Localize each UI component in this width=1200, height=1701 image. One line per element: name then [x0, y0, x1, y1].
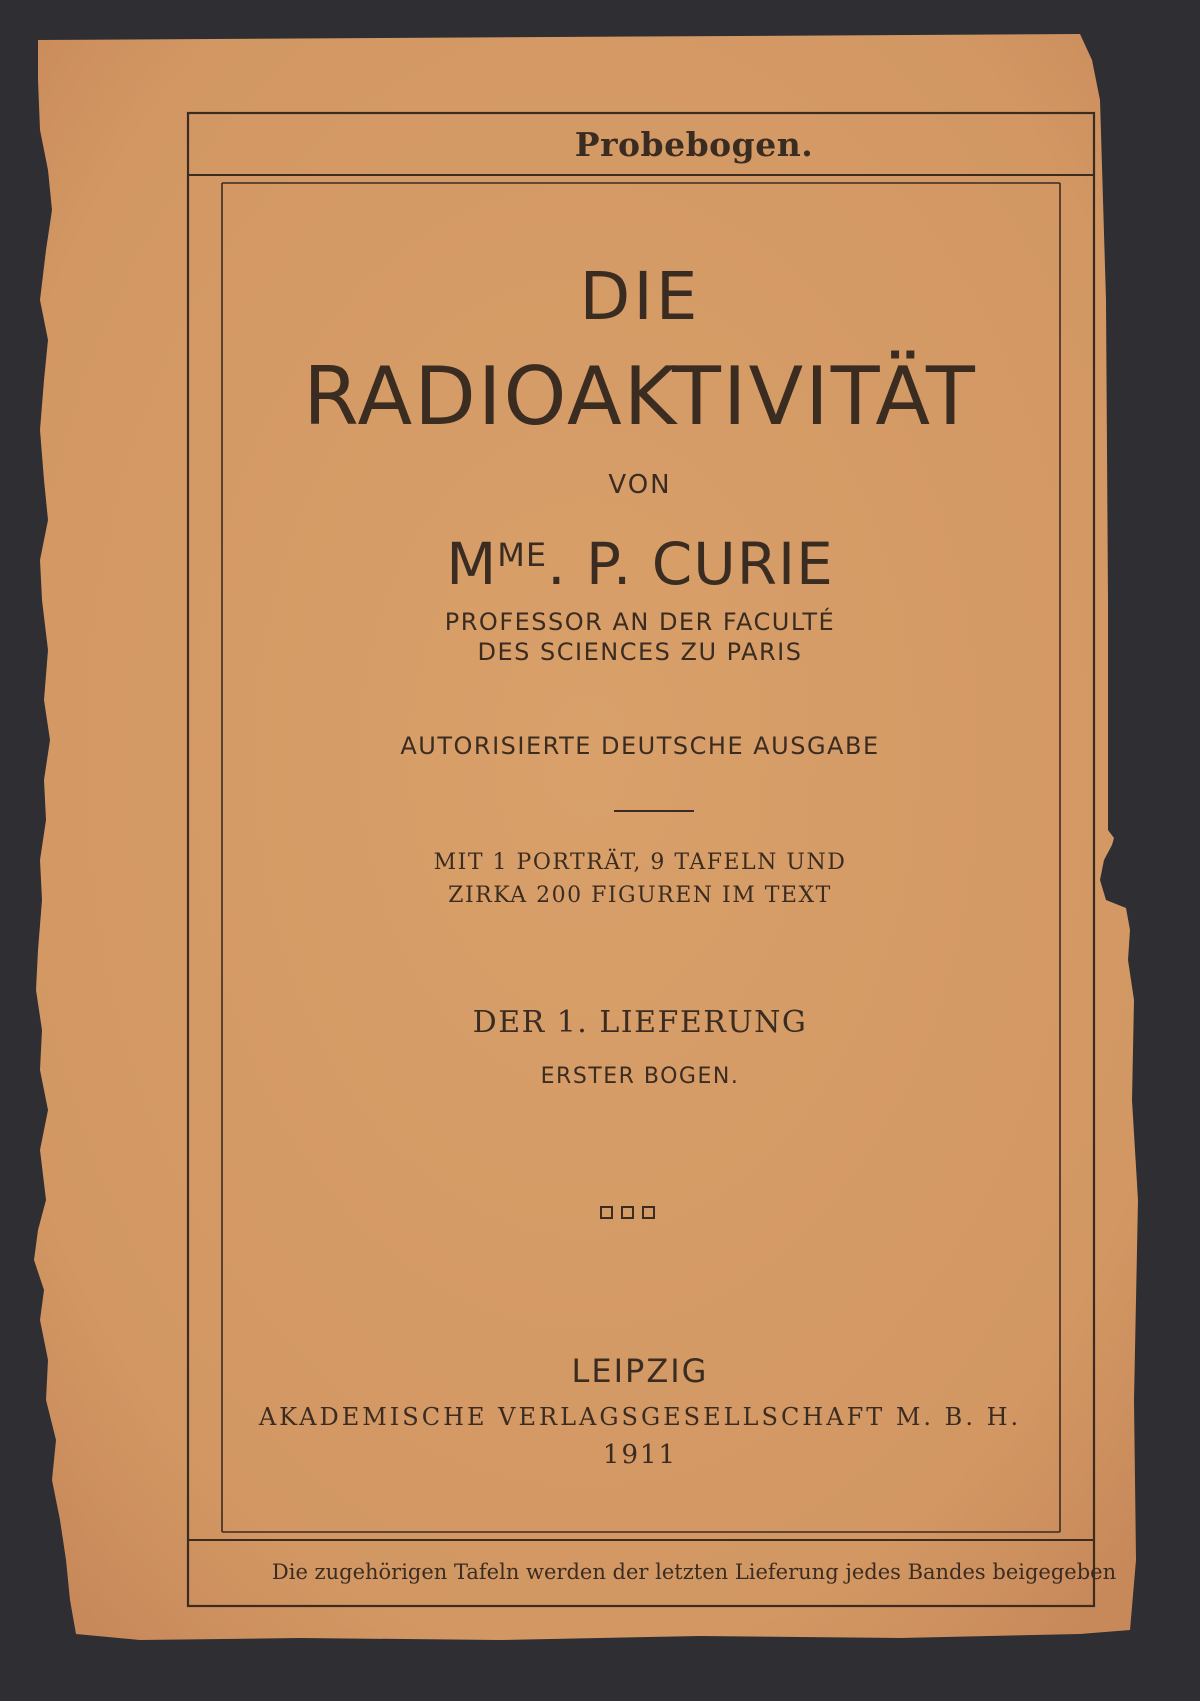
- author-name: [40, 530, 1200, 598]
- ornament-squares: [600, 1204, 670, 1220]
- author-surname: . P. CURIE: [547, 530, 834, 598]
- by-label: VON: [608, 470, 672, 500]
- installment-number: DER 1. LIEFERUNG: [472, 1005, 808, 1040]
- footer-note: Die zugehörigen Tafeln werden der letzten Lieferung jedes Bandes beigegeben: [271, 1560, 1117, 1584]
- divider-rule: [614, 810, 694, 812]
- title-line-2: RADIOAKTIVITÄT: [303, 350, 977, 443]
- square-ornament-icon: [642, 1206, 655, 1219]
- sheet-number: ERSTER BOGEN.: [540, 1064, 740, 1089]
- publication-city: LEIPZIG: [571, 1352, 709, 1390]
- sample-sheet-label: Probebogen.: [574, 125, 814, 164]
- contents-line-1: MIT 1 PORTRÄT, 9 TAFELN UND: [433, 850, 847, 875]
- edition-note: AUTORISIERTE DEUTSCHE AUSGABE: [400, 732, 880, 760]
- square-ornament-icon: [621, 1206, 634, 1219]
- author-affiliation-line-2: DES SCIENCES ZU PARIS: [477, 638, 803, 666]
- title-line-1: DIE: [579, 258, 701, 335]
- author-prefix-superscript: ME: [497, 536, 548, 574]
- square-ornament-icon: [600, 1206, 613, 1219]
- publisher-name: AKADEMISCHE VERLAGSGESELLSCHAFT M. B. H.: [258, 1403, 1022, 1431]
- author-prefix: M: [446, 530, 498, 598]
- author-affiliation-line-1: PROFESSOR AN DER FACULTÉ: [444, 608, 836, 636]
- contents-line-2: ZIRKA 200 FIGUREN IM TEXT: [448, 883, 832, 908]
- publication-year: 1911: [602, 1440, 678, 1470]
